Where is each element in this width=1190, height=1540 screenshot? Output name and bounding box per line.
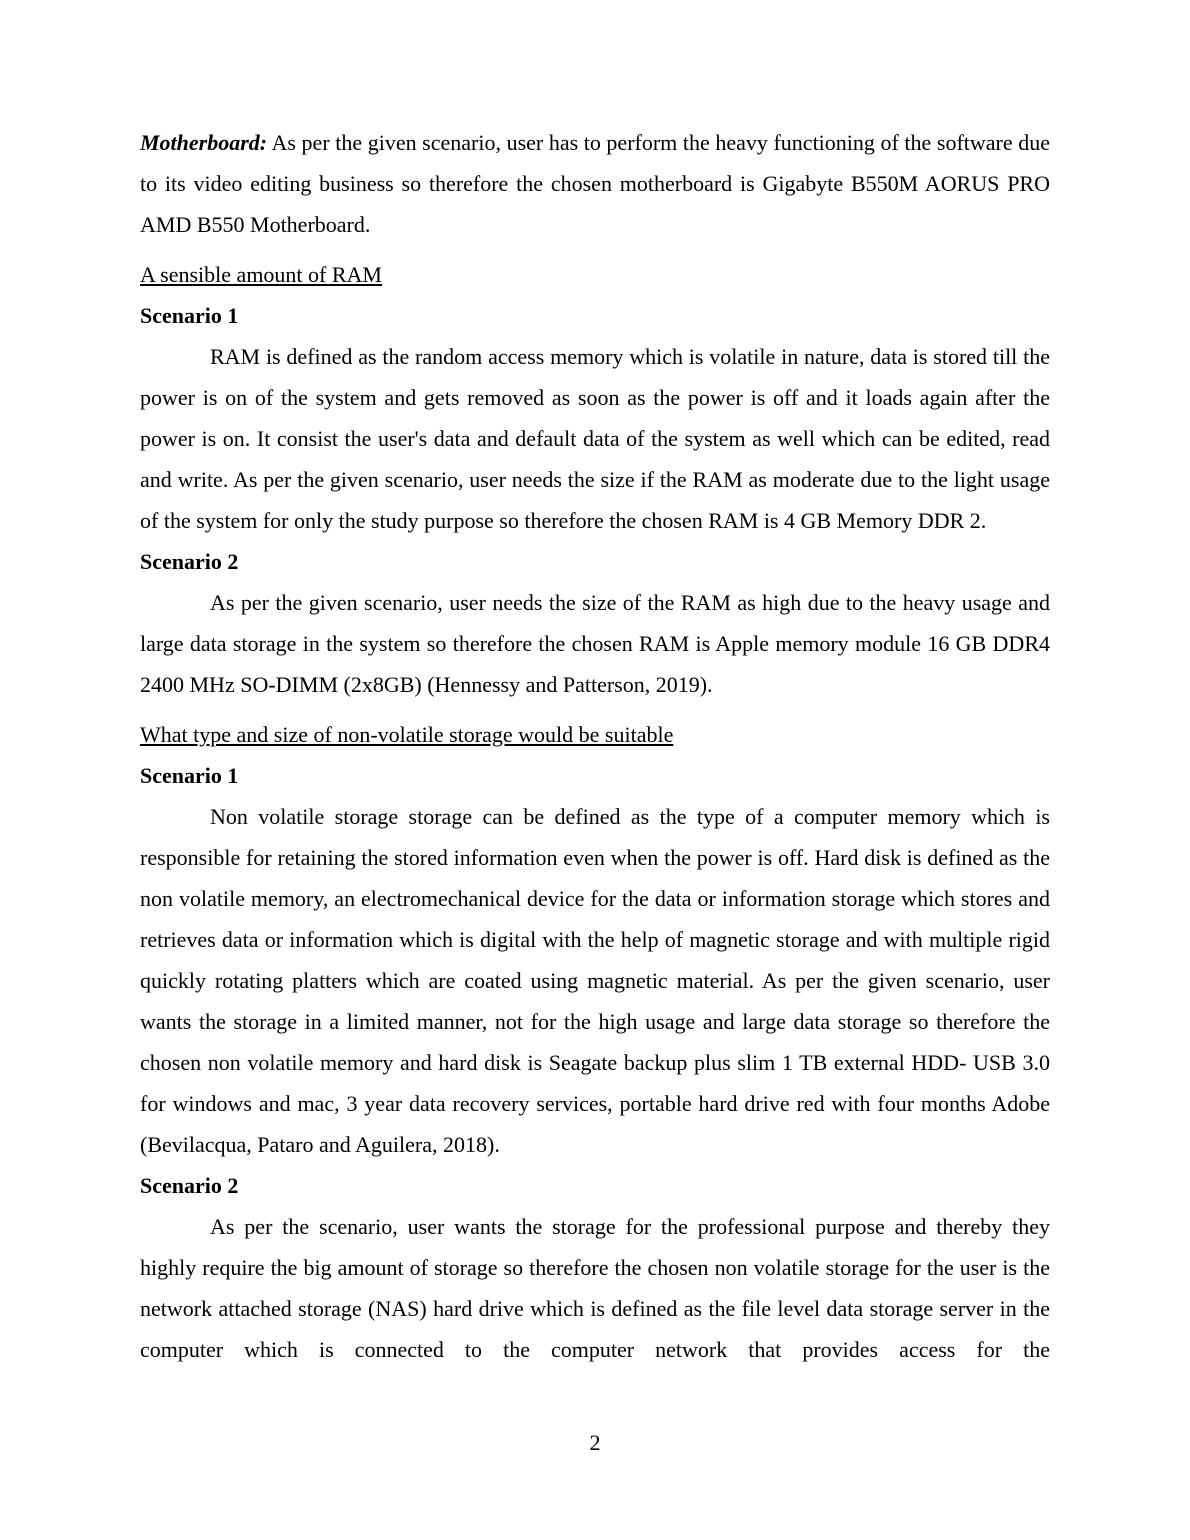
storage-scenario1-label: Scenario 1	[140, 763, 239, 788]
ram-scenario2-label: Scenario 2	[140, 549, 239, 574]
motherboard-text: As per the given scenario, user has to perform the heavy functioning of the software due to its video editing business so therefore the chosen motherboard is Gigabyte B550M AORUS PRO AMD B550 Motherboard.	[140, 130, 1050, 237]
motherboard-label: Motherboard:	[140, 130, 268, 155]
ram-section-heading: A sensible amount of RAM	[140, 262, 382, 287]
motherboard-paragraph	[140, 122, 1050, 245]
storage-scenario2-paragraph: As per the scenario, user wants the storage for the professional purpose and thereby they highly require the big amount of storage so therefore the chosen non volatile storage for the user is the network attached storage (NAS) hard drive which is defined as the file level data storage server in the computer which is connected to the computer network that provides access for the	[140, 1214, 1050, 1362]
page-number: 2	[589, 1430, 601, 1455]
storage-section-heading: What type and size of non-volatile storage would be suitable	[140, 722, 674, 747]
ram-scenario1-label: Scenario 1	[140, 303, 239, 328]
ram-scenario1-paragraph: RAM is defined as the random access memory which is volatile in nature, data is stored till the power is on of the system and gets removed as soon as the power is off and it loads again after the power is on. It consist the user's data and default data of the system as well which can be edited, read and write. As per the given scenario, user needs the size if the RAM as moderate due to the light usage of the system for only the study purpose so therefore the chosen RAM is 4 GB Memory DDR 2.	[140, 344, 1050, 533]
storage-scenario2-label: Scenario 2	[140, 1173, 239, 1198]
ram-scenario2-paragraph: As per the given scenario, user needs the size of the RAM as high due to the heavy usage and large data storage in the system so therefore the chosen RAM is Apple memory module 16 GB DDR4 2400 MHz SO-DIMM (2x8GB) (Hennessy and Patterson, 2019).	[140, 590, 1050, 697]
storage-scenario1-paragraph: Non volatile storage storage can be defined as the type of a computer memory which is responsible for retaining the stored information even when the power is off. Hard disk is defined as the non volatile memory, an electromechanical device for the data or information storage which stores and retrieves data or information which is digital with the help of magnetic storage and with multiple rigid quickly rotating platters which are coated using magnetic material. As per the given scenario, user wants the storage in a limited manner, not for the high usage and large data storage so therefore the chosen non volatile memory and hard disk is Seagate backup plus slim 1 TB external HDD- USB 3.0 for windows and mac, 3 year data recovery services, portable hard drive red with four months Adobe (Bevilacqua, Pataro and Aguilera, 2018).	[140, 804, 1050, 1157]
